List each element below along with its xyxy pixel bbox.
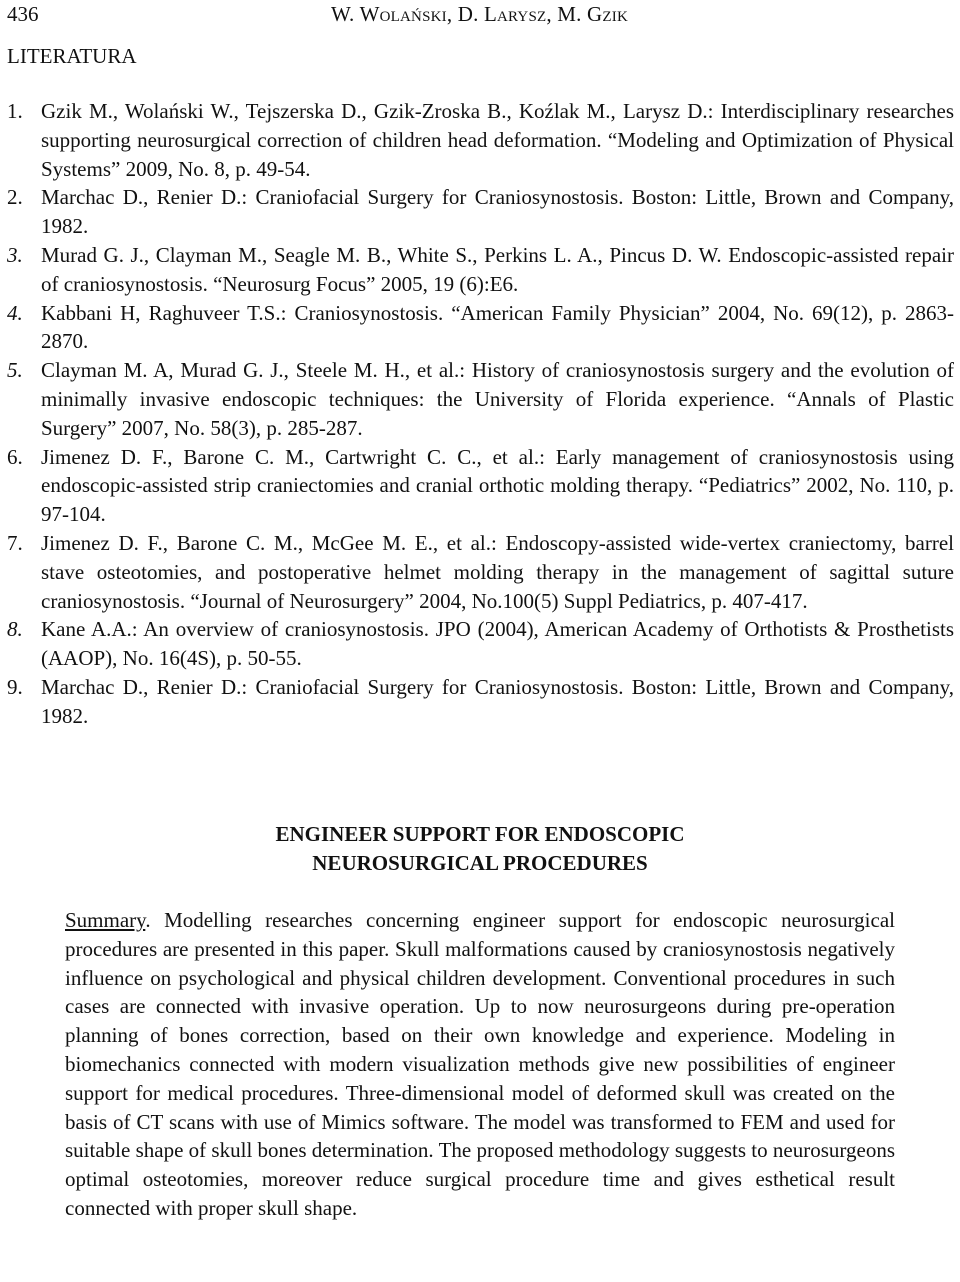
reference-item (7, 615, 954, 673)
summary-text: . Modelling researches concerning engineer support for endoscopic neurosurgical procedures are presented in this paper. Skull malformations caused by craniosynostosis negatively influence on psychological and physical children development. Conventional procedures in such cases are connected with invasive operation. Up to now neurosurgeons during pre-operation planning of bones correction, based on their own knowledge and experience. Modeling in biomechanics connected with modern visualization methods give new possibilities of engineer support for medical procedures. Three-dimensional model of deformed skull was created on the basis of CT scans with use of Mimics software. The model was transformed to FEM and used for suitable shape of skull bones determination. The proposed methodology suggests to neurosurgeons optimal osteotomies, moreover reduce surgical procedure time and gives esthetical result connected with proper skull shape. (65, 908, 895, 1220)
reference-text: Jimenez D. F., Barone C. M., Cartwright C. C., et al.: Early management of craniosynostosis using endoscopic-assisted strip craniectomies and cranial orthotic molding therapy. “Pediatrics” 2002, No. 110, p. 97-104. (41, 444, 954, 527)
reference-number: 7. (7, 530, 23, 555)
reference-item (7, 673, 954, 731)
reference-item (7, 443, 954, 529)
reference-number: 2. (7, 185, 23, 210)
article-title (0, 820, 960, 878)
reference-text: Kabbani H, Raghuveer T.S.: Craniosynostosis. “American Family Physician” 2004, No. 69(12), p. 2863-2870. (41, 300, 954, 354)
reference-number: 9. (7, 674, 23, 699)
reference-text: Murad G. J., Clayman M., Seagle M. B., White S., Perkins L. A., Pincus D. W. Endoscopic-assisted repair of craniosynostosis. “Neurosurg Focus” 2005, 19 (6):E6. (41, 242, 954, 296)
reference-item (7, 356, 954, 442)
reference-list (7, 97, 954, 731)
reference-text: Marchac D., Renier D.: Craniofacial Surgery for Craniosynostosis. Boston: Little, Brown and Company, 1982. (41, 185, 954, 239)
summary-label: Summary (65, 908, 146, 932)
running-head-authors: W. Wolański, D. Larysz, M. Gzik (330, 2, 629, 26)
reference-item (7, 529, 954, 615)
reference-number: 5. (7, 358, 23, 383)
summary-paragraph (65, 906, 895, 1223)
literature-heading: LITERATURA (7, 44, 137, 68)
reference-item (7, 97, 954, 183)
reference-text: Kane A.A.: An overview of craniosynostosis. JPO (2004), American Academy of Orthotists & Prosthetists (AAOP), No. 16(4S), p. 50-55. (41, 617, 954, 671)
reference-text: Gzik M., Wolański W., Tejszerska D., Gzik-Zroska B., Koźlak M., Larysz D.: Interdisciplinary researches supporting neurosurgical correction of children head deformation. “Modeling and Optimization of Physical Systems” 2009, No. 8, p. 49-54. (41, 99, 954, 181)
reference-text: Jimenez D. F., Barone C. M., McGee M. E., et al.: Endoscopy-assisted wide-vertex craniectomy, barrel stave osteotomies, and postoperative helmet molding therapy in the management of sagittal suture craniosynostosis. “Journal of Neurosurgery” 2004, No.100(5) Suppl Pediatrics, p. 407-417. (41, 530, 954, 613)
reference-item (7, 183, 954, 241)
reference-number: 3. (7, 242, 23, 267)
article-title-line: NEUROSURGICAL PROCEDURES (312, 851, 648, 875)
reference-text: Clayman M. A, Murad G. J., Steele M. H., et al.: History of craniosynostosis surgery and the evolution of minimally invasive endoscopic techniques: the University of Florida experience. “Annals of Plastic Surgery” 2007, No. 58(3), p. 285-287. (41, 358, 954, 440)
reference-number: 8. (7, 617, 23, 642)
reference-item (7, 299, 954, 357)
page-header (7, 0, 952, 32)
article-title-line: ENGINEER SUPPORT FOR ENDOSCOPIC (275, 822, 685, 846)
reference-item (7, 241, 954, 299)
reference-number: 1. (7, 99, 23, 123)
reference-number: 4. (7, 300, 23, 325)
reference-text: Marchac D., Renier D.: Craniofacial Surgery for Craniosynostosis. Boston: Little, Brown and Company, 1982. (41, 674, 954, 728)
page-number: 436 (7, 2, 39, 26)
reference-number: 6. (7, 444, 23, 469)
